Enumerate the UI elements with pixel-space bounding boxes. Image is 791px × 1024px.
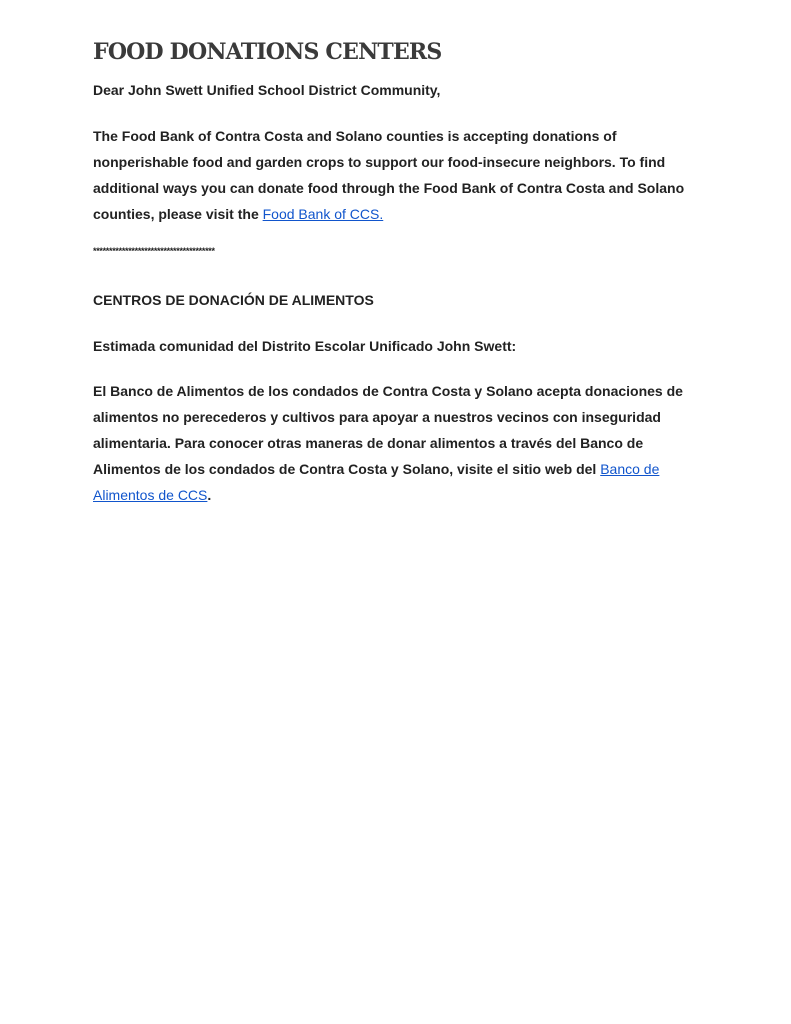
banco-de-alimentos-link[interactable]: Banco de Alimentos de CCS xyxy=(93,461,660,503)
separator: ************************************** xyxy=(93,246,215,256)
english-body-paragraph xyxy=(93,123,703,227)
spanish-body-paragraph xyxy=(93,378,703,508)
english-greeting: Dear John Swett Unified School District Community, xyxy=(93,82,441,98)
english-body-text: The Food Bank of Contra Costa and Solano counties is accepting donations of nonperishable food and garden crops to support our food-insecure neighbors. To find additional ways you can donate food through the Food Bank of Contra Costa and Solano counties, please visit the xyxy=(93,128,685,222)
spanish-body-text: El Banco de Alimentos de los condados de Contra Costa y Solano acepta donaciones de alimentos no perecederos y cultivos para apoyar a nuestros vecinos con inseguridad alimentaria. Para conocer otras maneras de donar alimentos a través del Banco de Alimentos de los condados de Contra Costa y Solano, visite el sitio web del xyxy=(93,383,683,477)
spanish-heading: CENTROS DE DONACIÓN DE ALIMENTOS xyxy=(93,292,374,308)
food-bank-link[interactable]: Food Bank of CCS. xyxy=(262,206,384,222)
page-title: FOOD DONATIONS CENTERS xyxy=(93,39,442,65)
document-page xyxy=(93,36,703,508)
spanish-trailing-period: . xyxy=(207,487,212,503)
spanish-greeting: Estimada comunidad del Distrito Escolar Unificado John Swett: xyxy=(93,338,517,354)
